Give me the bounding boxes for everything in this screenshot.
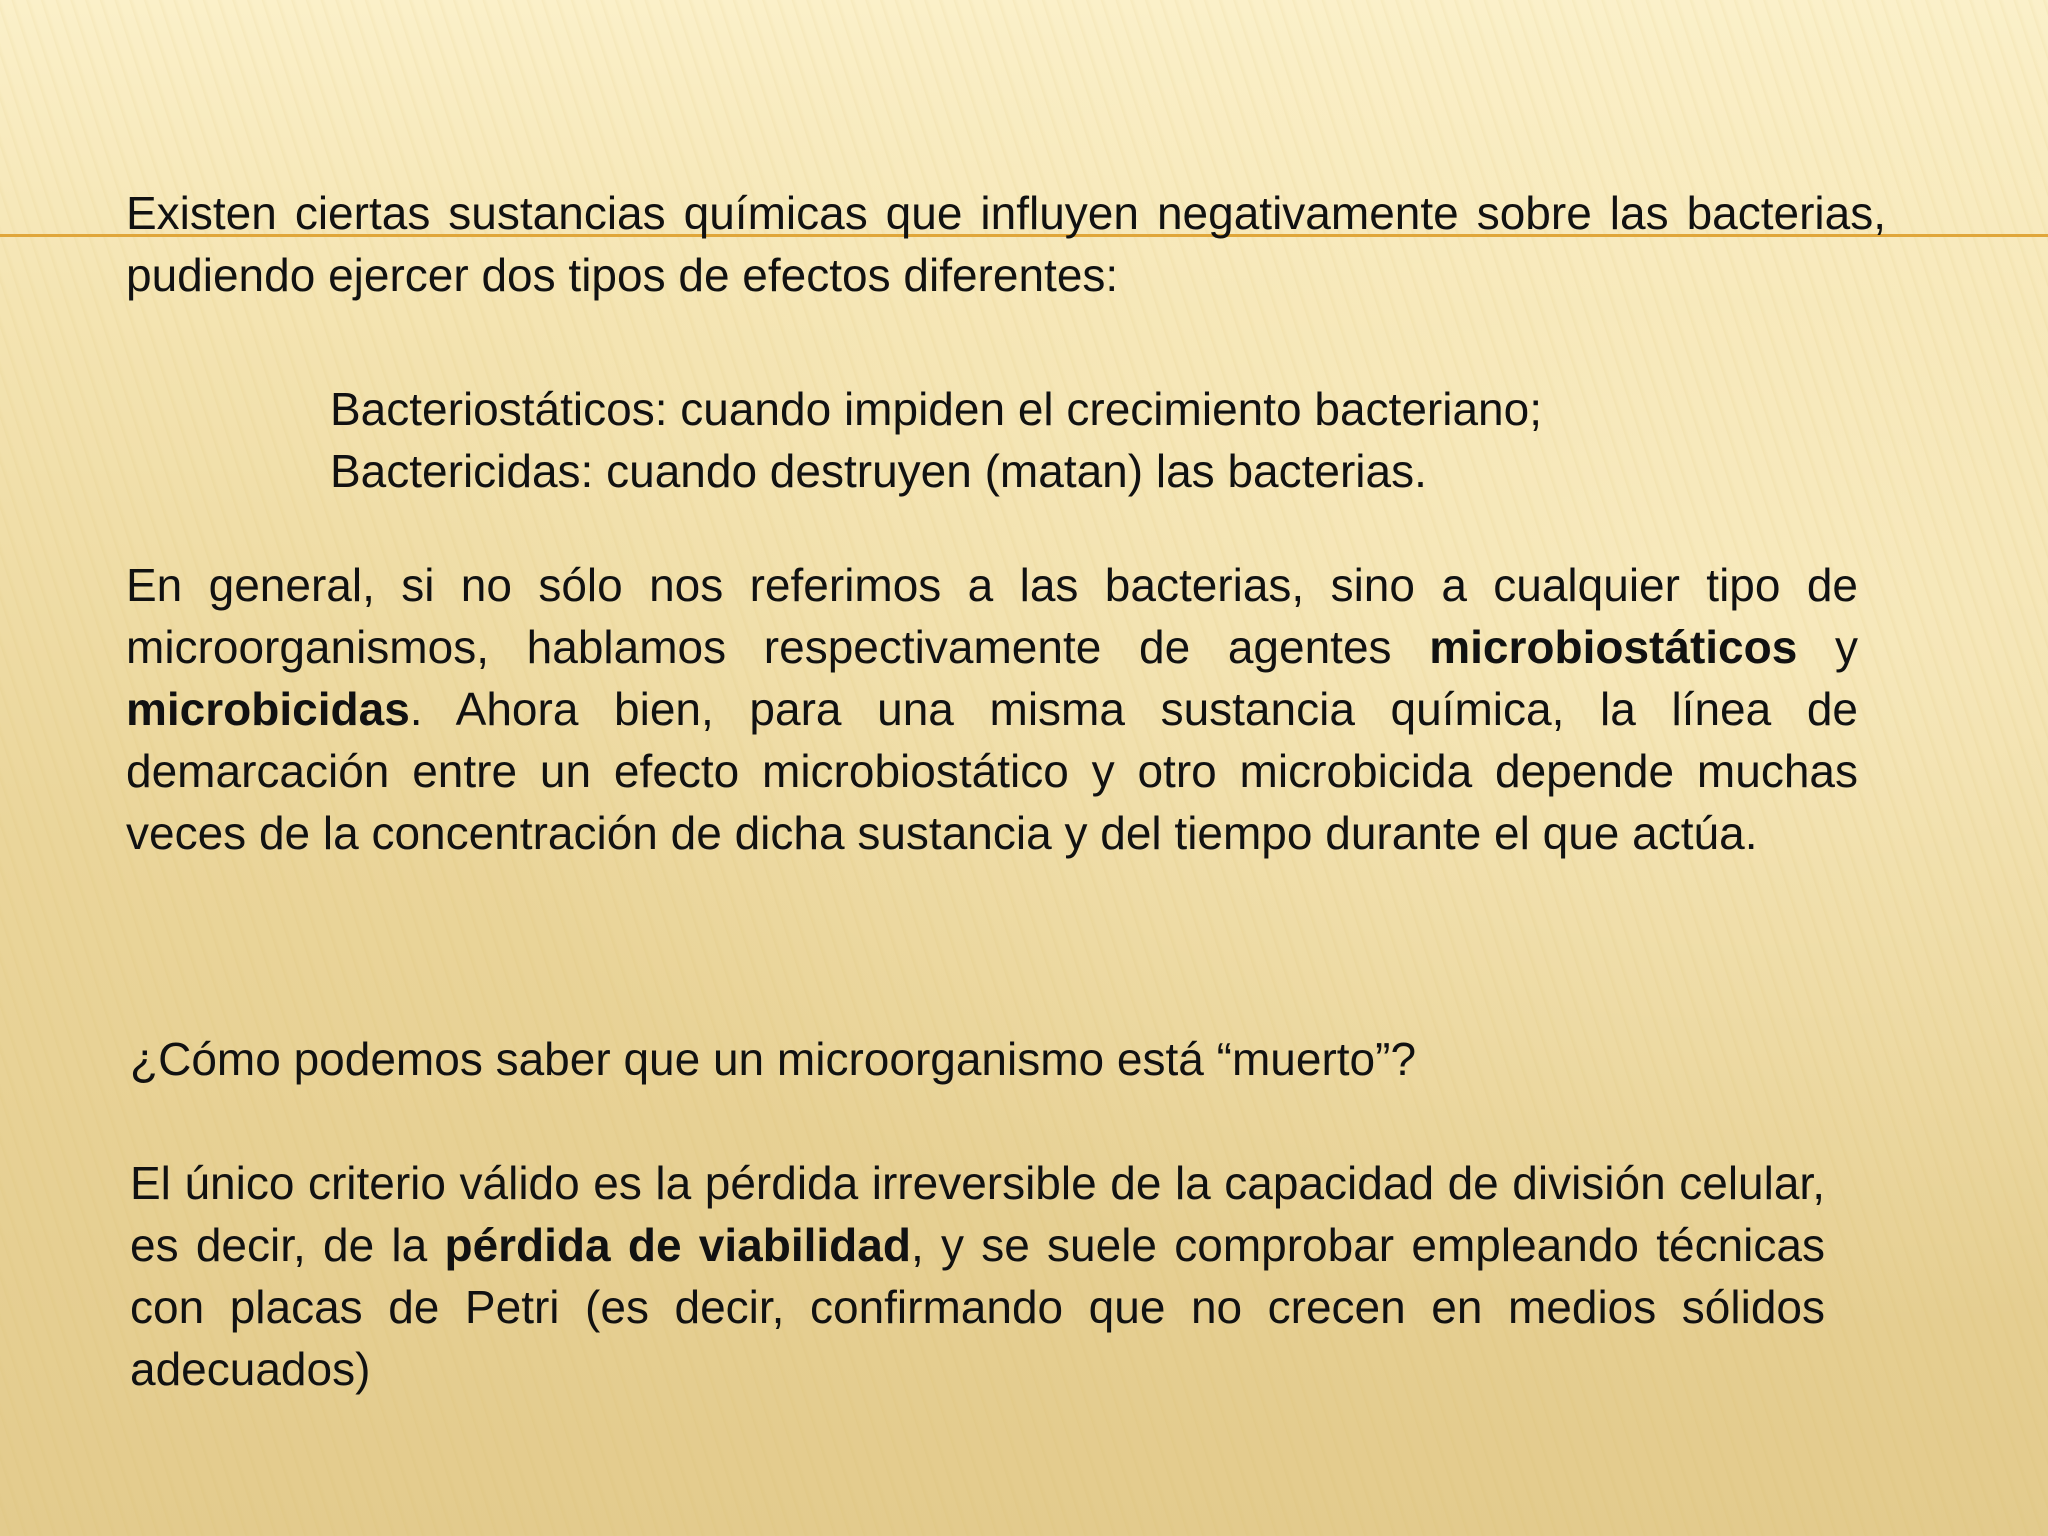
intro-paragraph [126,182,1886,306]
term-perdida-de-viabilidad: pérdida de viabilidad [444,1219,911,1271]
answer-text-part1: El único criterio válido es la pérdida irreversible de la capacidad de división celular, es decir, de la [130,1157,1825,1271]
list-item-bacteriostaticos: Bacteriostáticos: cuando impiden el crecimiento bacteriano; [330,383,1542,435]
term-microbiostaticos: microbiostáticos [1429,621,1798,673]
list-item-bactericidas: Bactericidas: cuando destruyen (matan) las bacterias. [330,445,1427,497]
question-text: ¿Cómo podemos saber que un microorganismo está “muerto”? [130,1033,1417,1085]
general-text-part1: En general, si no sólo nos referimos a las bacterias, sino a cualquier tipo de microorganismos, hablamos respectivamente de agentes [126,559,1858,673]
general-paragraph [126,554,1858,864]
general-text-mid: y [1797,621,1858,673]
question-paragraph [130,1028,1730,1090]
effects-list [330,378,1830,502]
term-microbicidas: microbicidas [126,683,410,735]
answer-text-part2: , y se suele comprobar empleando técnicas con placas de Petri (es decir, confirmando que no crecen en medios sólidos adecuados) [130,1219,1825,1395]
general-text-part2: . Ahora bien, para una misma sustancia química, la línea de demarcación entre un efecto microbiostático y otro microbicida depende muchas veces de la concentración de dicha sustancia y del tiempo durante el que actúa. [126,683,1858,859]
answer-paragraph [130,1152,1825,1400]
intro-text: Existen ciertas sustancias químicas que influyen negativamente sobre las bacterias, pudiendo ejercer dos tipos de efectos diferentes: [126,187,1886,301]
